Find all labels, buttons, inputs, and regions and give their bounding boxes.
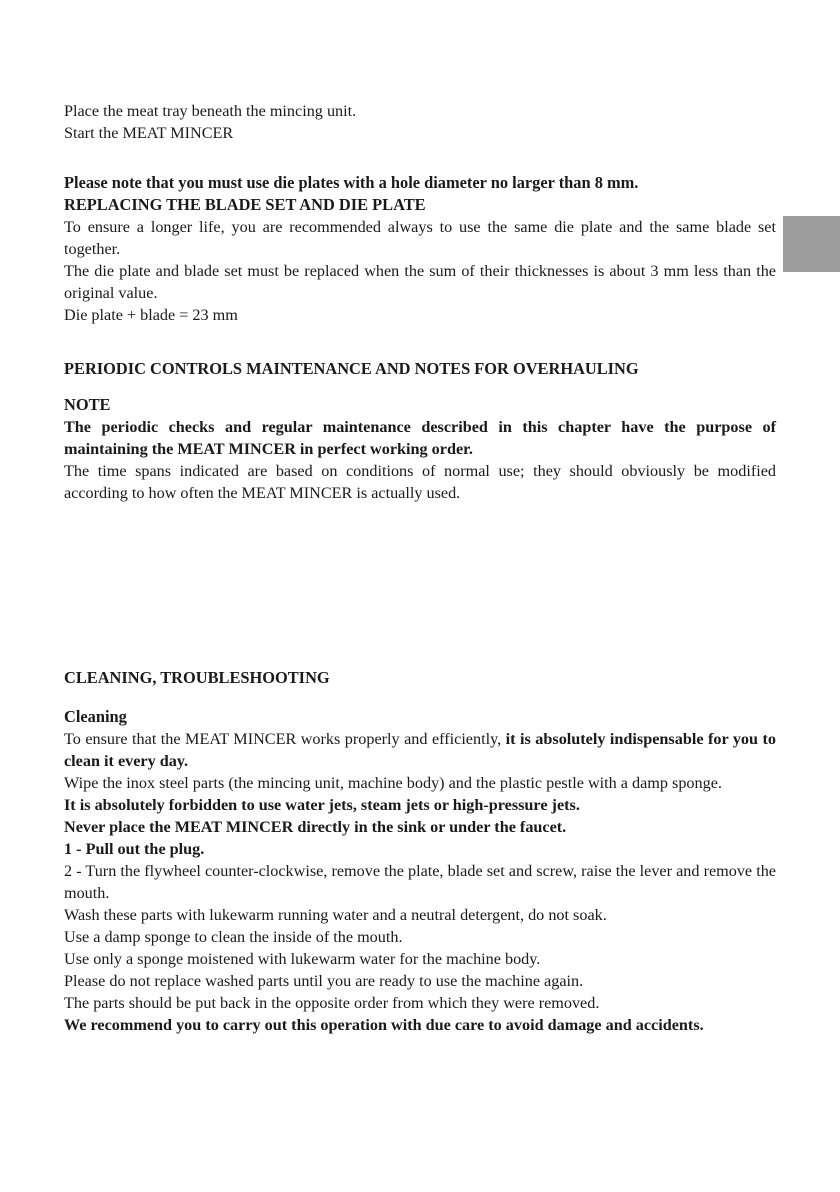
cleaning-paragraph-1 [64, 728, 776, 772]
instruction-wash: Wash these parts with lukewarm running water and a neutral detergent, do not soak. [64, 906, 607, 924]
cleaning-paragraph-1-start: To ensure that the MEAT MINCER works properly and efficiently, [64, 730, 506, 748]
instruction-reassembly-order: The parts should be put back in the opposite order from which they were removed. [64, 994, 600, 1012]
replacing-paragraph-1: To ensure a longer life, you are recommended always to use the same die plate and the same blade set together. [64, 218, 776, 258]
cleaning-section [64, 706, 776, 1036]
cleaning-paragraph-2: Wipe the inox steel parts (the mincing unit, machine body) and the plastic pestle with a damp sponge. [64, 774, 722, 792]
section-tab-marker [783, 216, 840, 272]
instruction-machine-body: Use only a sponge moistened with lukewarm water for the machine body. [64, 950, 541, 968]
cleaning-heading: CLEANING, TROUBLESHOOTING [64, 668, 330, 687]
periodic-heading: PERIODIC CONTROLS MAINTENANCE AND NOTES FOR OVERHAULING [64, 359, 639, 378]
instruction-replace-parts: Please do not replace washed parts until you are ready to use the machine again. [64, 972, 584, 990]
instruction-sponge-mouth: Use a damp sponge to clean the inside of the mouth. [64, 928, 403, 946]
step-1: 1 - Pull out the plug. [64, 840, 205, 858]
replacing-section [64, 172, 776, 326]
cleaning-heading-section [64, 667, 776, 689]
intro-section [64, 100, 776, 144]
die-plate-note: Please note that you must use die plates with a hole diameter no larger than 8 mm. [64, 173, 639, 192]
intro-line-1: Place the meat tray beneath the mincing unit. [64, 102, 357, 120]
cleaning-subheading: Cleaning [64, 707, 127, 726]
note-text: The periodic checks and regular maintenance described in this chapter have the purpose of maintaining the MEAT MINCER in perfect working order. [64, 418, 776, 458]
replacing-heading: REPLACING THE BLADE SET AND DIE PLATE [64, 195, 426, 214]
cleaning-paragraph-1-bold: it is absolutely indispensable for you to clean it every day. [64, 730, 776, 770]
intro-line-2: Start the MEAT MINCER [64, 124, 234, 142]
note-label: NOTE [64, 395, 111, 414]
periodic-note-section [64, 394, 776, 504]
replacing-paragraph-2: The die plate and blade set must be replaced when the sum of their thicknesses is about 3 mm less than the original value. [64, 262, 776, 302]
thickness-formula: Die plate + blade = 23 mm [64, 306, 238, 324]
final-recommendation: We recommend you to carry out this operation with due care to avoid damage and accidents. [64, 1016, 704, 1034]
periodic-section [64, 358, 776, 380]
periodic-paragraph: The time spans indicated are based on conditions of normal use; they should obviously be modified according to how often the MEAT MINCER is actually used. [64, 462, 776, 502]
warning-water-jets: It is absolutely forbidden to use water jets, steam jets or high-pressure jets. [64, 796, 580, 814]
warning-sink: Never place the MEAT MINCER directly in the sink or under the faucet. [64, 818, 567, 836]
step-2: 2 - Turn the flywheel counter-clockwise, remove the plate, blade set and screw, raise the lever and remove the mouth. [64, 862, 776, 902]
